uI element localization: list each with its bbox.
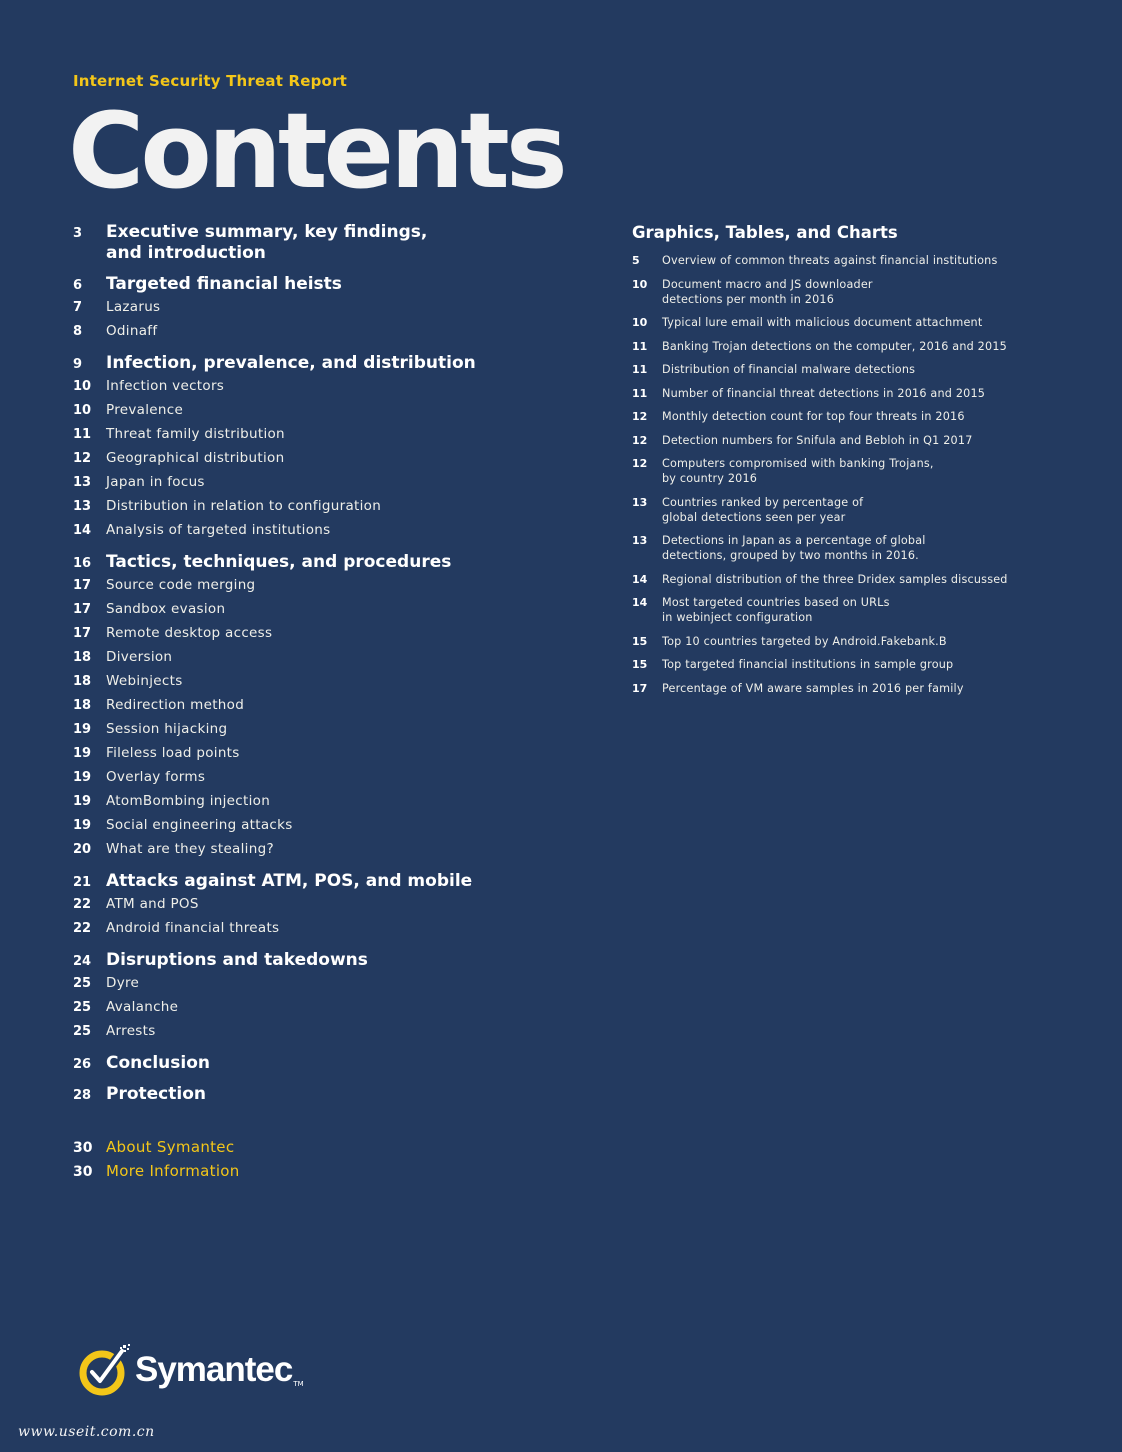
toc-page-number: 24 (73, 954, 92, 969)
toc-entry-title: Prevalence (106, 402, 184, 418)
graphics-entry[interactable] (632, 386, 1102, 401)
toc-entry-title: Android financial threats (106, 920, 280, 936)
toc-entry-title: Diversion (106, 649, 173, 665)
toc-entry[interactable] (73, 621, 533, 645)
symantec-logo (78, 1343, 304, 1397)
toc-entry[interactable] (73, 1053, 533, 1074)
toc-entry-title: Threat family distribution (106, 426, 285, 442)
extras-list (73, 1135, 533, 1183)
toc-entry[interactable] (73, 669, 533, 693)
graphics-entry-title: Regional distribution of the three Dridex samples discussed (662, 572, 1008, 586)
toc-entry-title: Protection (106, 1084, 206, 1104)
toc-entry-title: Overlay forms (106, 769, 206, 785)
toc-entry[interactable] (73, 222, 533, 264)
page-title: Contents (68, 90, 564, 212)
toc-entry-title: AtomBombing injection (106, 793, 271, 809)
graphics-entry[interactable] (632, 409, 1102, 424)
toc-entry-title: Session hijacking (106, 721, 228, 737)
graphics-page-number: 10 (632, 277, 648, 291)
toc-page-number: 19 (73, 746, 92, 761)
toc-page-number: 20 (73, 842, 92, 857)
graphics-entry-title: Detections in Japan as a percentage of global detections, grouped by two months in 2016. (662, 534, 926, 562)
symantec-checkmark-icon (78, 1343, 132, 1397)
toc-entry-title: Sandbox evasion (106, 601, 226, 617)
toc-page-number: 28 (73, 1088, 92, 1103)
toc-entry-title: Webinjects (106, 673, 183, 689)
toc-entry[interactable] (73, 494, 533, 518)
toc-page-number: 22 (73, 897, 92, 912)
graphics-entry-title: Top 10 countries targeted by Android.Fakebank.B (662, 634, 947, 648)
graphics-entry-title: Monthly detection count for top four threats in 2016 (662, 410, 965, 423)
graphics-entry[interactable] (632, 456, 1102, 486)
toc-entry-title: Infection, prevalence, and distribution (106, 353, 476, 373)
toc-entry-title: Japan in focus (106, 474, 205, 490)
toc-entry-title: More Information (106, 1162, 240, 1180)
toc-entry[interactable] (73, 789, 533, 813)
toc-page-number: 10 (73, 403, 92, 418)
toc-page-number: 12 (73, 451, 92, 466)
graphics-page-number: 11 (632, 363, 648, 376)
toc-entry[interactable] (73, 916, 533, 940)
toc-page-number: 13 (73, 475, 92, 490)
graphics-list (632, 222, 1102, 704)
graphics-entry-title: Computers compromised with banking Trojans, by country 2016 (662, 457, 934, 485)
graphics-entry-title: Most targeted countries based on URLs in webinject configuration (662, 596, 890, 624)
toc-entry[interactable] (73, 813, 533, 837)
toc-page-number: 25 (73, 1024, 92, 1039)
toc-entry[interactable] (73, 319, 533, 343)
toc-list (73, 222, 533, 1183)
toc-entry[interactable] (73, 645, 533, 669)
toc-entry[interactable] (73, 374, 533, 398)
toc-page-number: 19 (73, 818, 92, 833)
graphics-page-number: 12 (632, 410, 648, 423)
toc-entry[interactable] (73, 950, 533, 971)
toc-entry-title: About Symantec (106, 1138, 235, 1156)
graphics-entry[interactable] (632, 595, 1102, 625)
toc-page-number: 18 (73, 674, 92, 689)
toc-page-number: 3 (73, 226, 83, 241)
toc-entry-title: Targeted financial heists (106, 274, 342, 294)
toc-page-number: 17 (73, 626, 92, 641)
toc-entry[interactable] (73, 995, 533, 1019)
toc-page-number: 19 (73, 794, 92, 809)
toc-page-number: 19 (73, 770, 92, 785)
toc-entry[interactable] (73, 295, 533, 319)
toc-entry[interactable] (73, 446, 533, 470)
toc-entry-title: Avalanche (106, 999, 179, 1015)
toc-page-number: 13 (73, 499, 92, 514)
toc-page-number: 30 (73, 1164, 93, 1180)
toc-entry[interactable] (73, 892, 533, 916)
graphics-entry-title: Banking Trojan detections on the computer, 2016 and 2015 (662, 339, 1007, 353)
toc-entry-title: Executive summary, key findings, and introduction (106, 222, 428, 263)
graphics-entry-title: Typical lure email with malicious document attachment (662, 316, 983, 329)
graphics-page-number: 14 (632, 572, 648, 586)
graphics-entry-title: Document macro and JS downloader detections per month in 2016 (662, 277, 873, 306)
toc-page-number: 21 (73, 875, 92, 890)
toc-entry[interactable] (73, 597, 533, 621)
toc-entry[interactable] (73, 741, 533, 765)
graphics-page-number: 12 (632, 457, 648, 470)
toc-entry[interactable] (73, 1135, 533, 1159)
graphics-page-number: 14 (632, 596, 648, 609)
graphics-entry[interactable] (632, 657, 1102, 672)
toc-entry-title: Social engineering attacks (106, 817, 293, 833)
graphics-entry-title: Distribution of financial malware detections (662, 363, 916, 376)
graphics-page-number: 11 (632, 339, 648, 353)
toc-page-number: 18 (73, 698, 92, 713)
toc-entry[interactable] (73, 552, 533, 573)
toc-page-number: 14 (73, 523, 92, 538)
trademark-symbol: TM (293, 1380, 304, 1388)
toc-entry[interactable] (73, 398, 533, 422)
toc-entry[interactable] (73, 518, 533, 542)
graphics-page-number: 10 (632, 316, 648, 329)
toc-page-number: 18 (73, 650, 92, 665)
graphics-page-number: 13 (632, 534, 648, 547)
toc-entry[interactable] (73, 470, 533, 494)
graphics-heading: Graphics, Tables, and Charts (632, 223, 898, 242)
toc-entry-title: Lazarus (106, 299, 161, 315)
toc-entry-title: Geographical distribution (106, 450, 285, 466)
toc-entry-title: Redirection method (106, 697, 245, 713)
toc-page-number: 11 (73, 427, 92, 442)
graphics-page-number: 12 (632, 433, 648, 447)
toc-entry-title: What are they stealing? (106, 841, 274, 857)
toc-page-number: 25 (73, 1000, 92, 1015)
toc-page-number: 26 (73, 1057, 92, 1072)
graphics-page-number: 17 (632, 681, 648, 695)
graphics-entry[interactable] (632, 572, 1102, 587)
toc-entry-title: Attacks against ATM, POS, and mobile (106, 871, 473, 891)
toc-entry-title: Source code merging (106, 577, 256, 593)
toc-entry[interactable] (73, 274, 533, 295)
toc-page-number: 17 (73, 578, 92, 593)
toc-entry[interactable] (73, 971, 533, 995)
toc-page-number: 9 (73, 357, 83, 372)
graphics-entry[interactable] (632, 681, 1102, 696)
toc-page-number: 17 (73, 602, 92, 617)
graphics-entry[interactable] (632, 339, 1102, 354)
toc-page-number: 6 (73, 278, 83, 293)
toc-entry-title: Remote desktop access (106, 625, 273, 641)
graphics-entry[interactable] (632, 253, 1102, 268)
toc-entry-title: Conclusion (106, 1053, 210, 1073)
graphics-page-number: 5 (632, 254, 640, 267)
toc-entry-title: Disruptions and takedowns (106, 950, 368, 970)
toc-entry-title: Odinaff (106, 323, 158, 339)
graphics-entry-title: Top targeted financial institutions in sample group (662, 658, 954, 671)
graphics-entry[interactable] (632, 533, 1102, 563)
toc-entry[interactable] (73, 353, 533, 374)
toc-page-number: 10 (73, 379, 92, 394)
toc-entry[interactable] (73, 871, 533, 892)
toc-entry[interactable] (73, 573, 533, 597)
graphics-page-number: 11 (632, 386, 648, 400)
graphics-entry[interactable] (632, 315, 1102, 330)
toc-entry[interactable] (73, 837, 533, 861)
graphics-page-number: 13 (632, 495, 648, 509)
toc-entry-title: ATM and POS (106, 896, 199, 912)
toc-entry-title: Arrests (106, 1023, 156, 1039)
logo-wordmark: Symantec (135, 1350, 293, 1389)
toc-page-number: 25 (73, 976, 92, 991)
graphics-entry[interactable] (632, 277, 1102, 307)
toc-entry[interactable] (73, 422, 533, 446)
toc-page-number: 8 (73, 324, 83, 339)
toc-page-number: 7 (73, 300, 83, 315)
toc-page-number: 30 (73, 1140, 93, 1156)
graphics-entry[interactable] (632, 634, 1102, 649)
watermark: www.useit.com.cn (18, 1424, 155, 1440)
toc-entry-title: Fileless load points (106, 745, 240, 761)
report-title: Internet Security Threat Report (73, 72, 348, 90)
toc-page-number: 16 (73, 556, 92, 571)
graphics-entry[interactable] (632, 433, 1102, 448)
graphics-entry[interactable] (632, 495, 1102, 525)
toc-entry[interactable] (73, 693, 533, 717)
graphics-entry-title: Overview of common threats against financial institutions (662, 254, 998, 267)
toc-entry-title: Analysis of targeted institutions (106, 522, 331, 538)
graphics-entry-title: Countries ranked by percentage of global detections seen per year (662, 495, 864, 524)
toc-entry-title: Tactics, techniques, and procedures (106, 552, 452, 572)
toc-entry[interactable] (73, 717, 533, 741)
graphics-page-number: 15 (632, 658, 648, 671)
graphics-entry-title: Detection numbers for Snifula and Bebloh in Q1 2017 (662, 433, 973, 447)
graphics-page-number: 15 (632, 634, 648, 648)
toc-entry-title: Distribution in relation to configuration (106, 498, 382, 514)
toc-entry[interactable] (73, 1159, 533, 1183)
toc-entry[interactable] (73, 765, 533, 789)
toc-entry[interactable] (73, 1019, 533, 1043)
toc-entry[interactable] (73, 1084, 533, 1105)
graphics-entry-title: Number of financial threat detections in 2016 and 2015 (662, 386, 986, 400)
toc-page-number: 22 (73, 921, 92, 936)
toc-entry-title: Dyre (106, 975, 140, 991)
graphics-entry-title: Percentage of VM aware samples in 2016 per family (662, 681, 964, 695)
toc-entry-title: Infection vectors (106, 378, 225, 394)
graphics-entry[interactable] (632, 362, 1102, 377)
toc-page-number: 19 (73, 722, 92, 737)
